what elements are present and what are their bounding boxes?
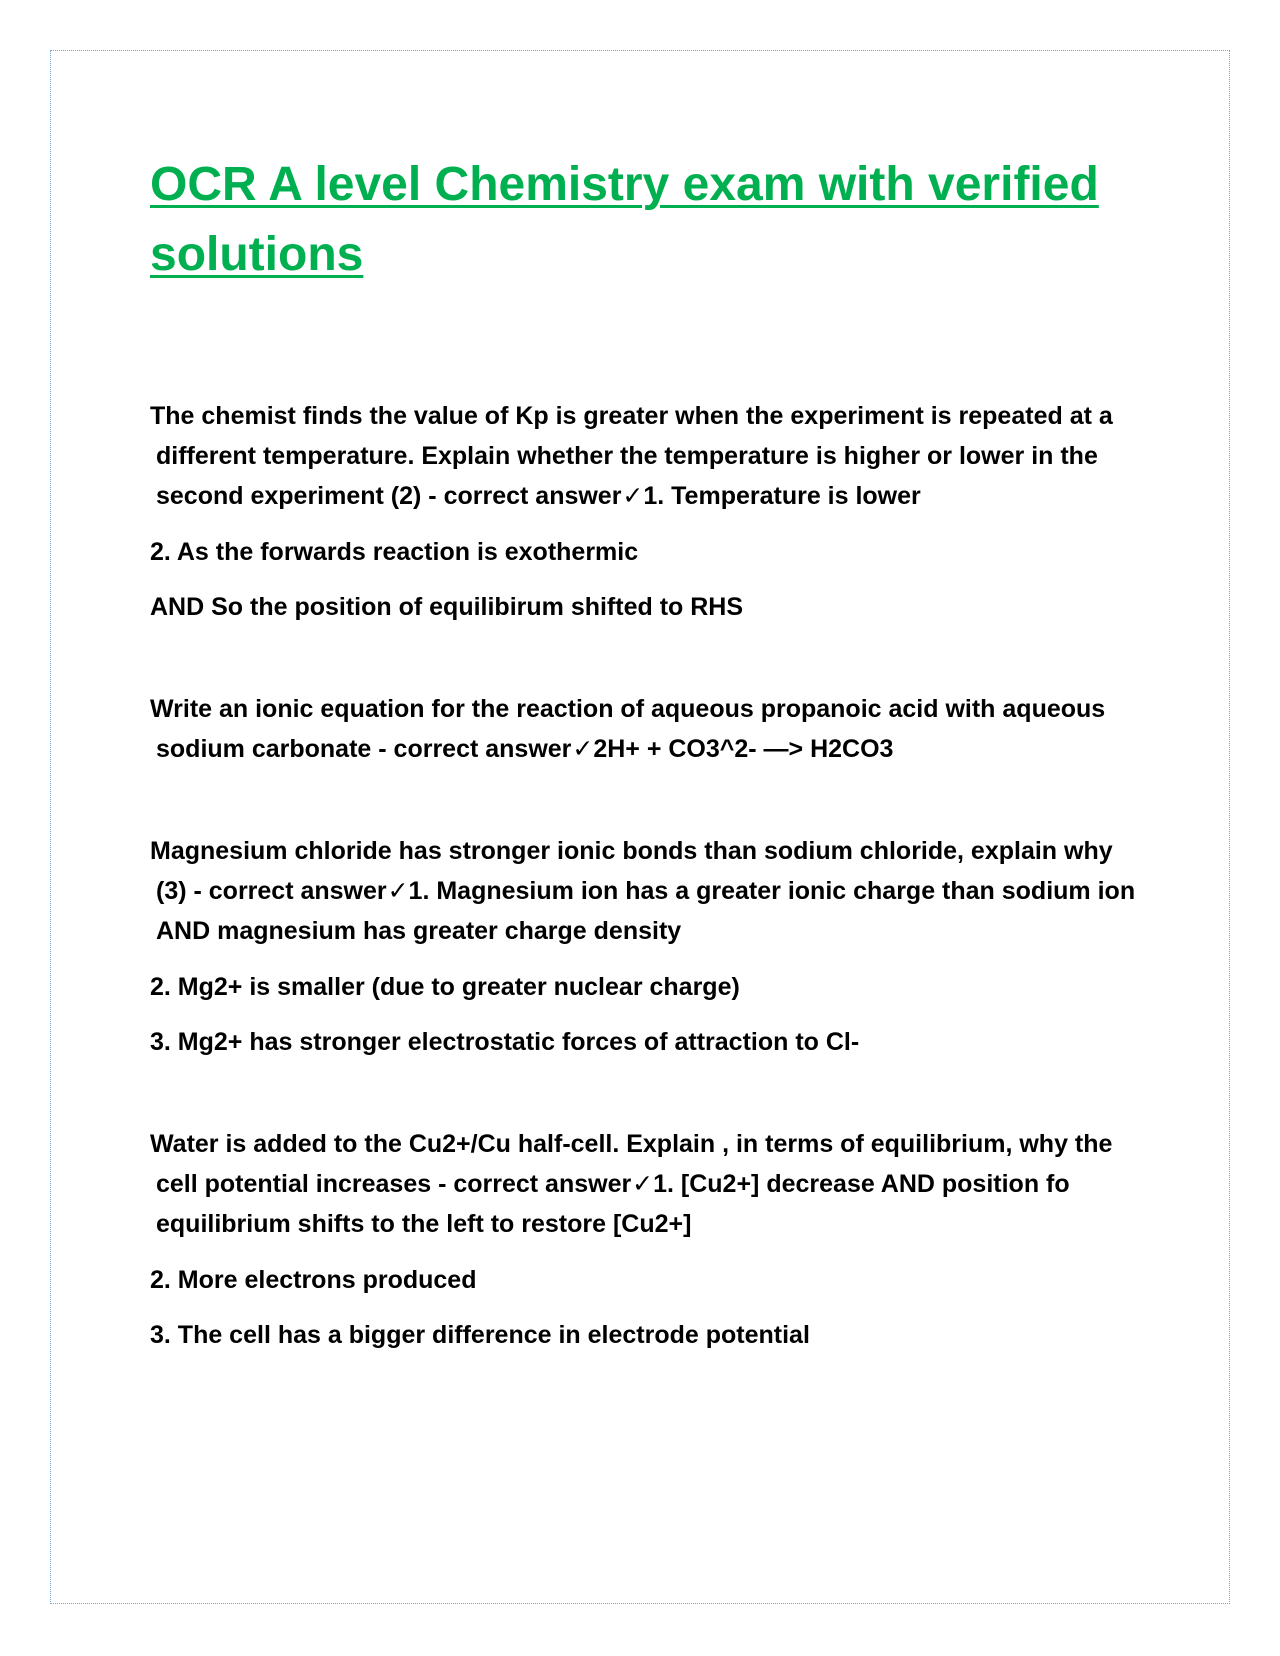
qa-item-2: [150, 689, 1140, 769]
answer-text: 1. Temperature is lower: [643, 482, 921, 510]
check-icon: ✓: [632, 1169, 654, 1198]
check-icon: ✓: [622, 481, 644, 510]
answer-point: 2. More electrons produced: [150, 1266, 477, 1294]
answer-point: 2. As the forwards reaction is exothermic: [150, 538, 639, 566]
question-text: [150, 689, 1140, 769]
question-prompt: Write an ionic equation for the reaction of aqueous propanoic acid with aqueous sodium carbonate - correct answer: [150, 695, 1106, 763]
answer-point: 2. Mg2+ is smaller (due to greater nuclear charge): [150, 973, 740, 1001]
answer-text: 1. Magnesium ion has a greater ionic charge than sodium ion AND magnesium has greater charge density: [156, 877, 1136, 945]
answer-text: 2H+ + CO3^2- —> H2CO3: [593, 735, 894, 763]
answer-point: 3. The cell has a bigger difference in electrode potential: [150, 1321, 810, 1349]
question-prompt: The chemist finds the value of Kp is greater when the experiment is repeated at a different temperature. Explain whether the temperature is higher or lower in the second experiment (2) - correct answer: [150, 402, 1113, 510]
question-text: [150, 1124, 1140, 1244]
qa-list: [150, 396, 1140, 1417]
answer-point: AND So the position of equilibirum shifted to RHS: [150, 593, 744, 621]
check-icon: ✓: [387, 876, 409, 905]
question-text: [150, 396, 1140, 516]
answer-text: 1. [Cu2+] decrease AND position fo equilibrium shifts to the left to restore [Cu2+]: [156, 1170, 1070, 1238]
qa-item-3: [150, 831, 1140, 1062]
question-prompt: Magnesium chloride has stronger ionic bonds than sodium chloride, explain why (3) - correct answer: [150, 837, 1113, 905]
qa-item-4: [150, 1124, 1140, 1355]
question-text: [150, 831, 1140, 951]
check-icon: ✓: [572, 734, 594, 763]
answer-point: 3. Mg2+ has stronger electrostatic forces of attraction to Cl-: [150, 1028, 860, 1056]
qa-item-1: [150, 396, 1140, 627]
question-prompt: Water is added to the Cu2+/Cu half-cell. Explain , in terms of equilibrium, why the cell potential increases - correct answer: [150, 1130, 1113, 1198]
document-title: OCR A level Chemistry exam with verified solutions: [150, 158, 1099, 281]
